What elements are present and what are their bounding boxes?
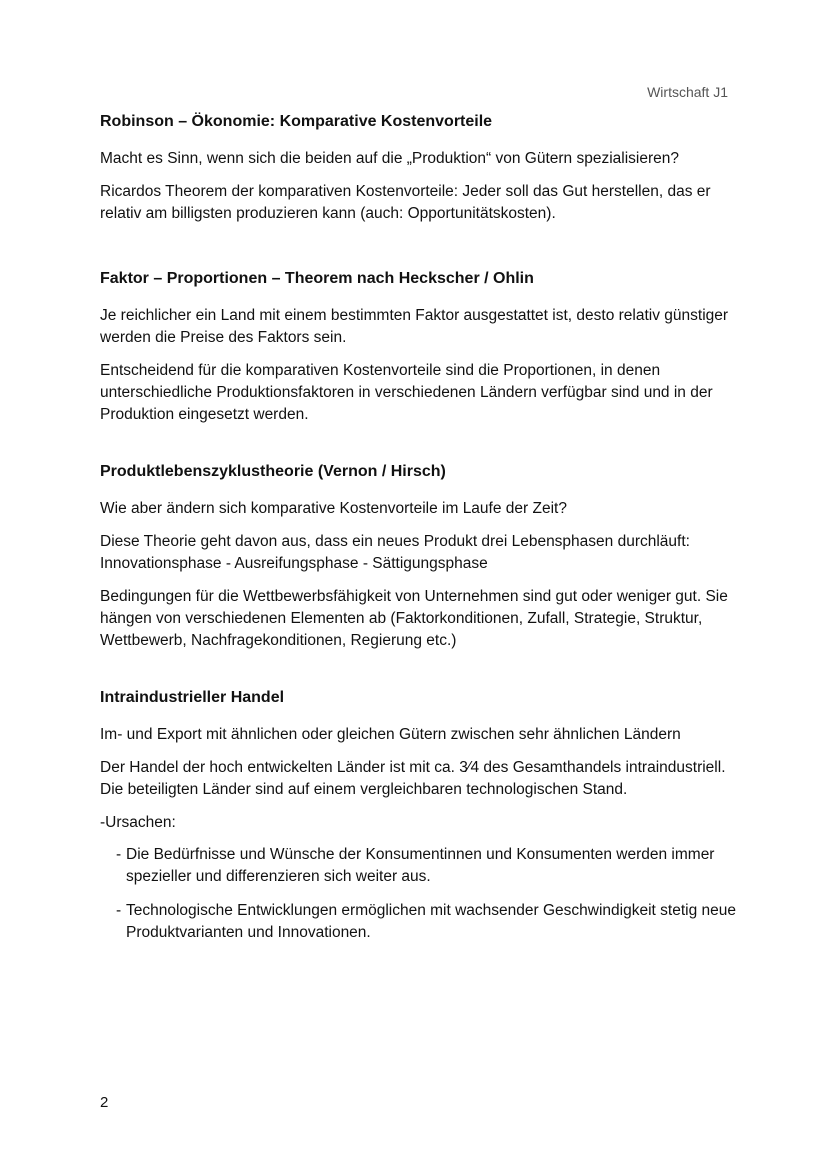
list-label: -Ursachen: bbox=[100, 814, 176, 831]
paragraph: Wie aber ändern sich komparative Kostenvorteile im Laufe der Zeit? bbox=[100, 500, 567, 517]
section-produktlebenszyklus bbox=[100, 462, 740, 652]
paragraph: Diese Theorie geht davon aus, dass ein neues Produkt drei Lebensphasen durchläuft: Innovationsphase - Ausreifungsphase - Sättigungsphase bbox=[100, 533, 690, 572]
paragraph: Der Handel der hoch entwickelten Länder ist mit ca. 3⁄4 des Gesamthandels intraindustriell. Die beteiligten Länder sind auf einem vergleichbaren technologischen Stand. bbox=[100, 759, 726, 798]
list-item bbox=[116, 900, 740, 944]
paragraph: Ricardos Theorem der komparativen Kostenvorteile: Jeder soll das Gut herstellen, das er relativ am billigsten produzieren kann (auch: Opportunitätskosten). bbox=[100, 183, 711, 222]
list-item bbox=[116, 844, 740, 888]
section-heading: Robinson – Ökonomie: Komparative Kostenvorteile bbox=[100, 113, 493, 130]
paragraph: Je reichlicher ein Land mit einem bestimmten Faktor ausgestattet ist, desto relativ günstiger werden die Preise des Faktors sein. bbox=[100, 307, 729, 346]
paragraph: Entscheidend für die komparativen Kostenvorteile sind die Proportionen, in denen unterschiedliche Produktionsfaktoren in verschiedenen Ländern verfügbar sind und in der Produktion eingesetzt werden. bbox=[100, 362, 713, 423]
dash-marker: - bbox=[116, 846, 122, 863]
section-heading: Faktor – Proportionen – Theorem nach Heckscher / Ohlin bbox=[100, 270, 534, 287]
paragraph: Macht es Sinn, wenn sich die beiden auf die „Produktion“ von Gütern spezialisieren? bbox=[100, 150, 679, 167]
course-header: Wirtschaft J1 bbox=[647, 84, 728, 100]
paragraph: Im- und Export mit ähnlichen oder gleichen Gütern zwischen sehr ähnlichen Ländern bbox=[100, 726, 681, 743]
page-content bbox=[100, 112, 740, 980]
section-heading: Produktlebenszyklustheorie (Vernon / Hirsch) bbox=[100, 463, 446, 480]
paragraph: Bedingungen für die Wettbewerbsfähigkeit von Unternehmen sind gut oder weniger gut. Sie hängen von verschiedenen Elementen ab (Faktorkonditionen, Zufall, Strategie, Struktur, Wettbewerb, Nachfragekonditionen, Regierung etc.) bbox=[100, 588, 728, 649]
list-item-text: Technologische Entwicklungen ermöglichen mit wachsender Geschwindigkeit stetig neue Produktvarianten und Innovationen. bbox=[126, 902, 737, 941]
dash-marker: - bbox=[116, 902, 122, 919]
section-komparative-kostenvorteile bbox=[100, 112, 740, 225]
page-number: 2 bbox=[100, 1094, 109, 1111]
section-intraindustrieller-handel bbox=[100, 688, 740, 944]
list-item-text: Die Bedürfnisse und Wünsche der Konsumentinnen und Konsumenten werden immer spezieller und differenzieren sich weiter aus. bbox=[126, 846, 715, 885]
section-heading: Intraindustrieller Handel bbox=[100, 689, 285, 706]
section-heckscher-ohlin bbox=[100, 269, 740, 426]
